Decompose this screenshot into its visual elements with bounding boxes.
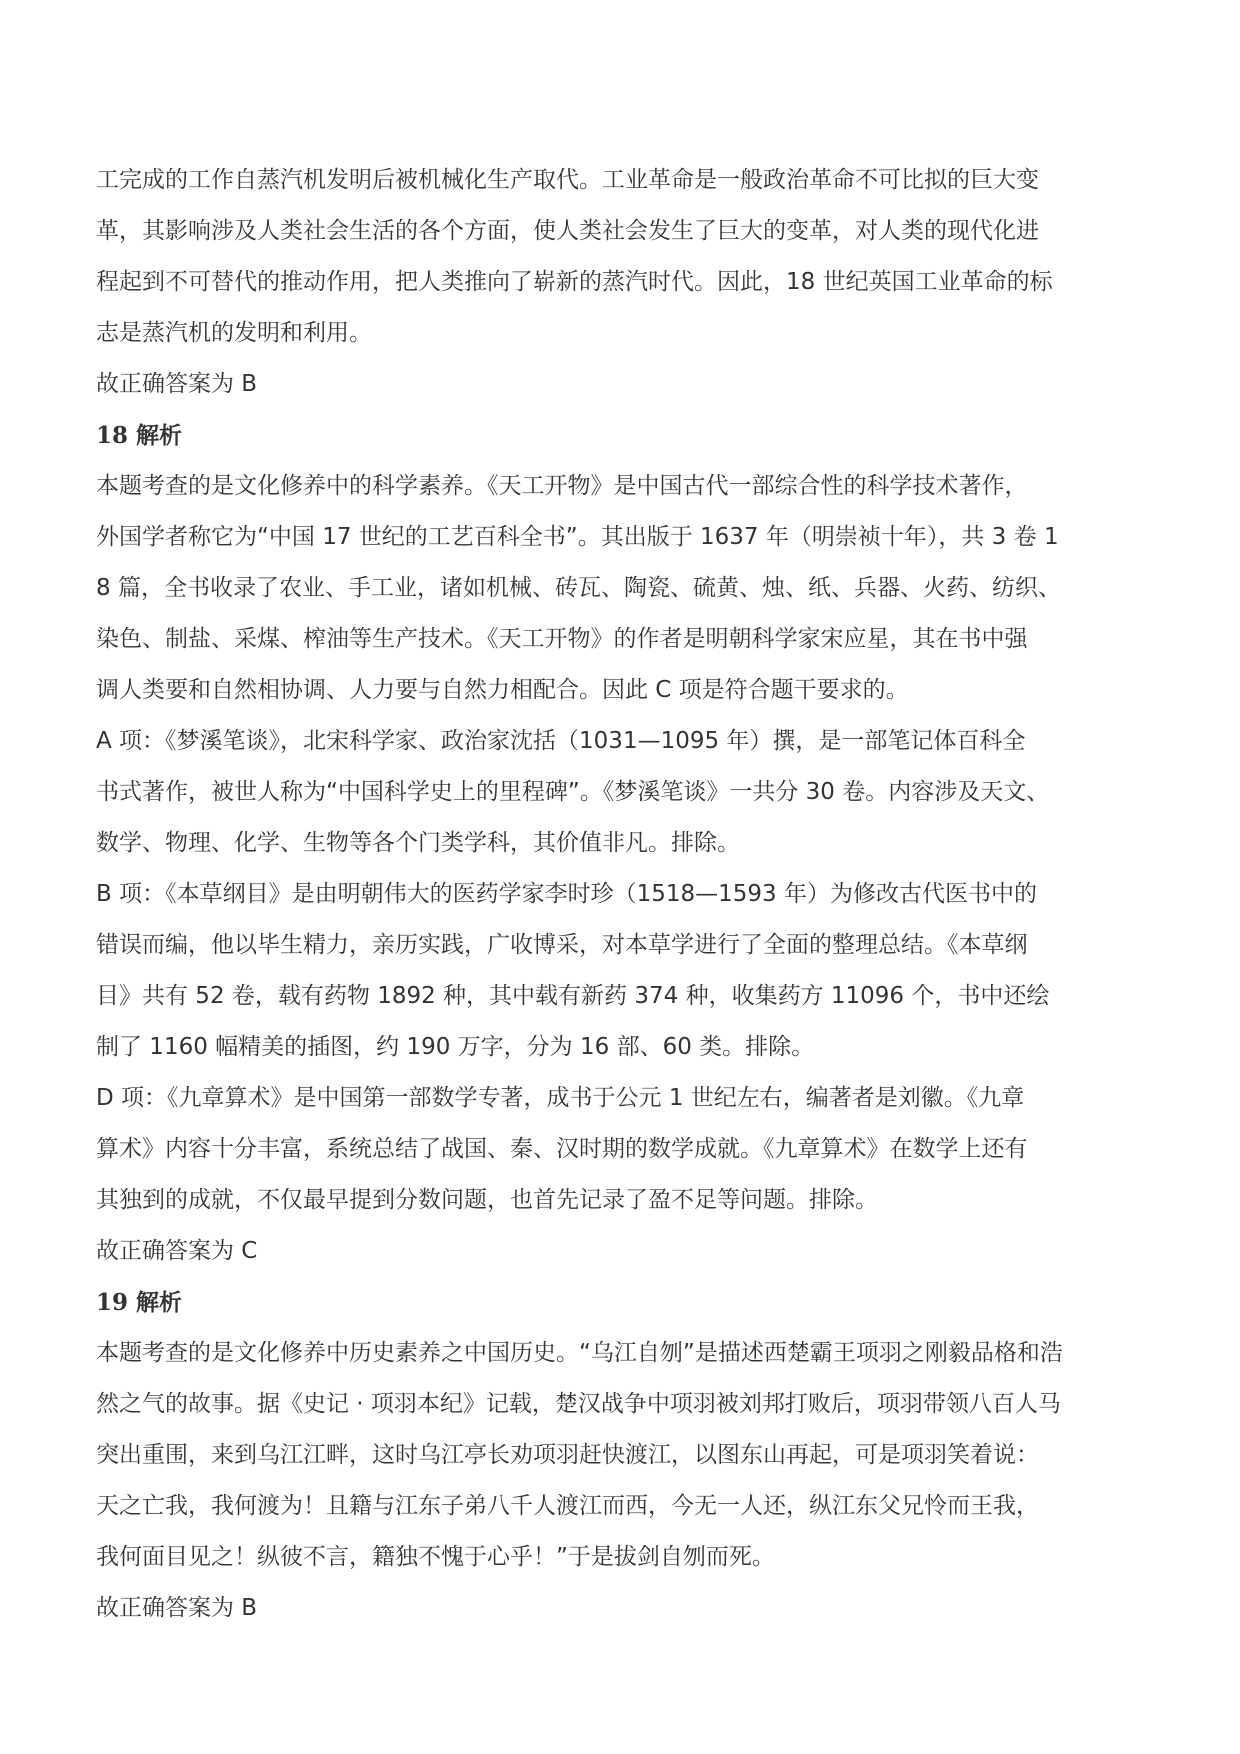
q18-option-a-paragraph [96,716,1156,869]
q19-intro-paragraph [96,1328,1156,1583]
section-heading-18: 18 解析 [96,422,183,449]
text-line: 革，其影响涉及人类社会生活的各个方面，使人类社会发生了巨大的变革，对人类的现代化进 [96,218,1039,244]
text-line: 程起到不可替代的推动作用，把人类推向了崭新的蒸汽时代。因此，18 世纪英国工业革命的标 [96,269,1053,295]
text-line: 算术》内容十分丰富，系统总结了战国、秦、汉时期的数学成就。《九章算术》在数学上还有 [96,1136,1028,1162]
text-line: 调人类要和自然相协调、人力要与自然力相配合。因此 C 项是符合题干要求的。 [96,677,909,703]
text-line: 外国学者称它为“中国 17 世纪的工艺百科全书”。其出版于 1637 年（明崇祯十年），共 3 卷 1 [96,524,1059,550]
text-line: 错误而编，他以毕生精力，亲历实践，广收博采，对本草学进行了全面的整理总结。《本草纲 [96,932,1028,958]
document-page [96,155,1156,1634]
text-line: 染色、制盐、采煤、榨油等生产技术。《天工开物》的作者是明朝科学家宋应星，其在书中强 [96,626,1028,652]
q18-option-b-paragraph [96,869,1156,1073]
answer-line: 故正确答案为 B [96,1595,258,1621]
text-line: 目》共有 52 卷，载有药物 1892 种，其中载有新药 374 种，收集药方 11096 个，书中还绘 [96,983,1050,1009]
text-line: D 项：《九章算术》是中国第一部数学专著，成书于公元 1 世纪左右，编著者是刘徽。《九章 [96,1085,1025,1111]
text-line: 数学、物理、化学、生物等各个门类学科，其价值非凡。排除。 [96,830,740,856]
text-line: 工完成的工作自蒸汽机发明后被机械化生产取代。工业革命是一般政治革命不可比拟的巨大变 [96,167,1039,193]
text-line: 天之亡我，我何渡为！且籍与江东子弟八千人渡江而西，今无一人还，纵江东父兄怜而王我， [96,1493,1039,1519]
text-line: 突出重围，来到乌江江畔，这时乌江亭长劝项羽赶快渡江，以图东山再起，可是项羽笑着说： [96,1442,1039,1468]
answer-line: 故正确答案为 B [96,371,258,397]
text-line: 本题考查的是文化修养中历史素养之中国历史。“乌江自刎”是描述西楚霸王项羽之刚毅品格和浩 [96,1340,1063,1366]
text-line: B 项：《本草纲目》是由明朝伟大的医药学家李时珍（1518—1593 年）为修改古代医书中的 [96,881,1037,907]
text-line: 制了 1160 幅精美的插图，约 190 万字，分为 16 部、60 类。排除。 [96,1034,815,1060]
text-line: 其独到的成就，不仅最早提到分数问题，也首先记录了盈不足等问题。排除。 [96,1187,878,1213]
text-line: 8 篇，全书收录了农业、手工业，诸如机械、砖瓦、陶瓷、硫黄、烛、纸、兵器、火药、纺织、 [96,575,1061,601]
text-line: A 项：《梦溪笔谈》，北宋科学家、政治家沈括（1031—1095 年）撰，是一部笔记体百科全 [96,728,1026,754]
answer-line: 故正确答案为 C [96,1238,258,1264]
text-line: 然之气的故事。据《史记 · 项羽本纪》记载，楚汉战争中项羽被刘邦打败后，项羽带领八百人马 [96,1391,1061,1417]
continuation-paragraph [96,155,1156,359]
text-line: 我何面目见之！纵彼不言，籍独不愧于心乎！”于是拔剑自刎而死。 [96,1544,775,1570]
text-line: 本题考查的是文化修养中的科学素养。《天工开物》是中国古代一部综合性的科学技术著作， [96,473,1028,499]
text-line: 志是蒸汽机的发明和利用。 [96,320,372,346]
section-heading-19: 19 解析 [96,1289,183,1316]
q18-intro-paragraph [96,461,1156,716]
text-line: 书式著作，被世人称为“中国科学史上的里程碑”。《梦溪笔谈》一共分 30 卷。内容涉及天文、 [96,779,1050,805]
q18-option-d-paragraph [96,1073,1156,1226]
